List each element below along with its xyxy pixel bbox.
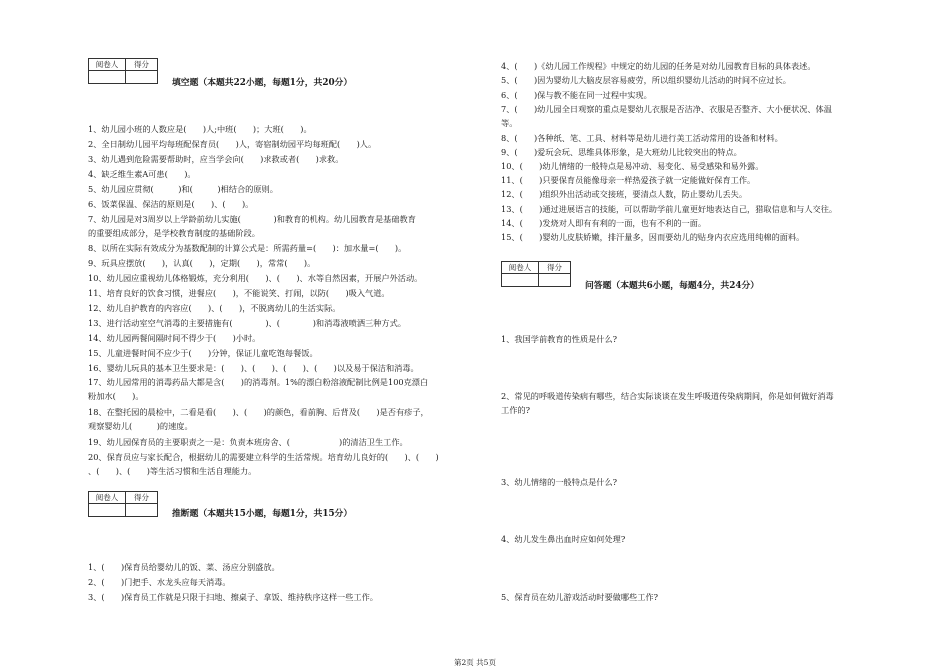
judge-line: 15、( )婴幼儿皮肤娇嫩，排汗量多，因而要幼儿的贴身内衣应选用纯棉的面料。 bbox=[501, 232, 805, 242]
reviewer-cell bbox=[502, 274, 539, 286]
judge-line: 13、( )通过进展语言的技能，可以帮助学前儿童更好地表达自己，猎取信息和与人交往。 bbox=[501, 204, 838, 214]
question-line: 的重要组成部分，是学校教育制度的基础阶段。 bbox=[88, 228, 260, 238]
score-box-judge bbox=[88, 491, 158, 517]
question-line: 2、全日制幼儿园平均每班配保育员( )人，寄宿制幼园平均每班配( )人。 bbox=[88, 139, 377, 149]
judge-line: 2、( )门把手、水龙头应每天消毒。 bbox=[88, 577, 231, 587]
score-box-qa bbox=[501, 261, 571, 287]
qa-line: 4、幼儿发生鼻出血时应如何处理? bbox=[501, 534, 626, 544]
page-number: 第2页 共5页 bbox=[454, 658, 496, 667]
reviewer-label: 阅卷人 bbox=[89, 492, 126, 504]
judge-line: 6、( )保与教不能在同一过程中实现。 bbox=[501, 90, 652, 100]
question-line: 12、幼儿自护教育的内容应( )、( )，不脱离幼儿的生活实际。 bbox=[88, 303, 341, 313]
reviewer-label: 阅卷人 bbox=[502, 262, 539, 274]
section-title-qa: 问答题（本题共6小题，每题4分，共24分） bbox=[585, 281, 760, 291]
question-line: 11、培育良好的饮食习惯，进餐应( )，不能说笑、打闹，以防( )吸入气道。 bbox=[88, 288, 390, 298]
question-line: 14、幼儿园两餐间隔时间不得少于( )小时。 bbox=[88, 333, 261, 343]
judge-line: 10、( )幼儿情绪的一般特点是易冲动、易变化、易受感染和易外露。 bbox=[501, 161, 764, 171]
question-line: 9、玩具应摆放( )，认真( )，定期( )，常常( )。 bbox=[88, 258, 316, 268]
question-line: 粉加水( )。 bbox=[88, 391, 144, 401]
question-line: 6、饭菜保温、保洁的原则是( )、( )。 bbox=[88, 199, 254, 209]
score-label: 得分 bbox=[539, 262, 570, 274]
judge-line: 7、( )幼儿园全日观察的重点是婴幼儿衣服是否洁净、衣服是否整齐、大小便状况、体温 bbox=[501, 104, 832, 114]
judge-line: 等。 bbox=[501, 118, 518, 128]
question-line: 20、保育员应与家长配合，根据幼儿的需要建立科学的生活常规。培育幼儿良好的( )、( ) bbox=[88, 452, 439, 462]
judge-line: 1、( )保育员给婴幼儿的饭、菜、汤应分别盛放。 bbox=[88, 562, 280, 572]
question-line: 17、幼儿园常用的消毒药品大都是含( )的消毒剂。1%的漂白粉溶液配制比例是100克漂白 bbox=[88, 377, 429, 387]
section-title-judge: 推断题（本题共15小题，每题1分，共15分） bbox=[172, 509, 353, 519]
qa-line: 2、常见的呼吸道传染病有哪些，结合实际谈谈在发生呼吸道传染病期间，你是如何做好消毒 bbox=[501, 391, 834, 401]
qa-line: 工作的? bbox=[501, 405, 530, 415]
judge-line: 8、( )各种纸、笔、工具、材料等是幼儿进行美工活动常用的设备和材料。 bbox=[501, 133, 783, 143]
question-line: 5、幼儿园应贯彻( )和( )相结合的原则。 bbox=[88, 184, 278, 194]
question-line: 7、幼儿园是对3周岁以上学龄前幼儿实施( )和教育的机构。幼儿园教育是基础教育 bbox=[88, 214, 416, 224]
question-line: 19、幼儿园保育员的主要职责之一是：负责本班房舍、( )的清洁卫生工作。 bbox=[88, 437, 408, 447]
score-label: 得分 bbox=[126, 59, 157, 71]
question-line: 10、幼儿园应重视幼儿体格锻炼，充分利用( )、( )、水等自然因素，开展户外活动。 bbox=[88, 273, 423, 283]
question-line: 15、儿童进餐时间不应少于( )分钟，保证儿童吃饱每餐饭。 bbox=[88, 348, 318, 358]
qa-line: 5、保育员在幼儿游戏活动时要做哪些工作? bbox=[501, 592, 658, 602]
judge-line: 5、( )因为婴幼儿大脑皮层容易疲劳，所以组织婴幼儿活动的时间不应过长。 bbox=[501, 75, 791, 85]
score-cell bbox=[126, 504, 157, 516]
judge-line: 12、( )组织外出活动或交接班，要清点人数，防止婴幼儿丢失。 bbox=[501, 189, 748, 199]
reviewer-cell bbox=[89, 71, 126, 83]
judge-line: 9、( )爱玩会玩、思维具体形象，是大班幼儿比较突出的特点。 bbox=[501, 147, 742, 157]
question-line: 8、以所在实际有效成分为基数配制的计算公式是：所需药量=( )：加水量=( )。 bbox=[88, 243, 407, 253]
score-cell bbox=[126, 71, 157, 83]
judge-line: 11、( )只要保育员能像母亲一样热爱孩子就一定能做好保育工作。 bbox=[501, 175, 756, 185]
question-line: 4、缺乏维生素A可患( )。 bbox=[88, 169, 196, 179]
question-line: 1、幼儿园小班的人数应是( )人;中班( )；大班( )。 bbox=[88, 124, 312, 134]
judge-line: 4、( )《幼儿园工作规程》中规定的幼儿园的任务是对幼儿园教育目标的具体表述。 bbox=[501, 61, 816, 71]
question-line: 、( )、( )等生活习惯和生活自理能力。 bbox=[88, 466, 257, 476]
question-line: 观察婴幼儿( )的速度。 bbox=[88, 421, 193, 431]
judge-line: 14、( )发烧对人即有有利的一面，也有不利的一面。 bbox=[501, 218, 707, 228]
reviewer-label: 阅卷人 bbox=[89, 59, 126, 71]
question-line: 18、在整托园的晨检中，二看是看( )、( )的颜色，看前胸、后背及( )是否有疹子， bbox=[88, 407, 429, 417]
score-box-fill bbox=[88, 58, 158, 84]
reviewer-cell bbox=[89, 504, 126, 516]
score-cell bbox=[539, 274, 570, 286]
question-line: 16、婴幼儿玩具的基本卫生要求是：( )、( )、( )、( )以及易于保洁和消毒。 bbox=[88, 363, 419, 373]
judge-line: 3、( )保育员工作就是只限于扫地、擦桌子、拿饭、维持秩序这样一些工作。 bbox=[88, 592, 378, 602]
question-line: 3、幼儿遇到危险需要帮助时，应当学会向( )求救或者( )求救。 bbox=[88, 154, 344, 164]
question-line: 13、进行活动室空气消毒的主要措施有( )、( )和消毒液喷洒三种方式。 bbox=[88, 318, 406, 328]
score-label: 得分 bbox=[126, 492, 157, 504]
section-title-fill: 填空题（本题共22小题，每题1分，共20分） bbox=[172, 78, 353, 88]
qa-line: 1、我国学前教育的性质是什么? bbox=[501, 334, 618, 344]
qa-line: 3、幼儿情绪的一般特点是什么? bbox=[501, 477, 618, 487]
